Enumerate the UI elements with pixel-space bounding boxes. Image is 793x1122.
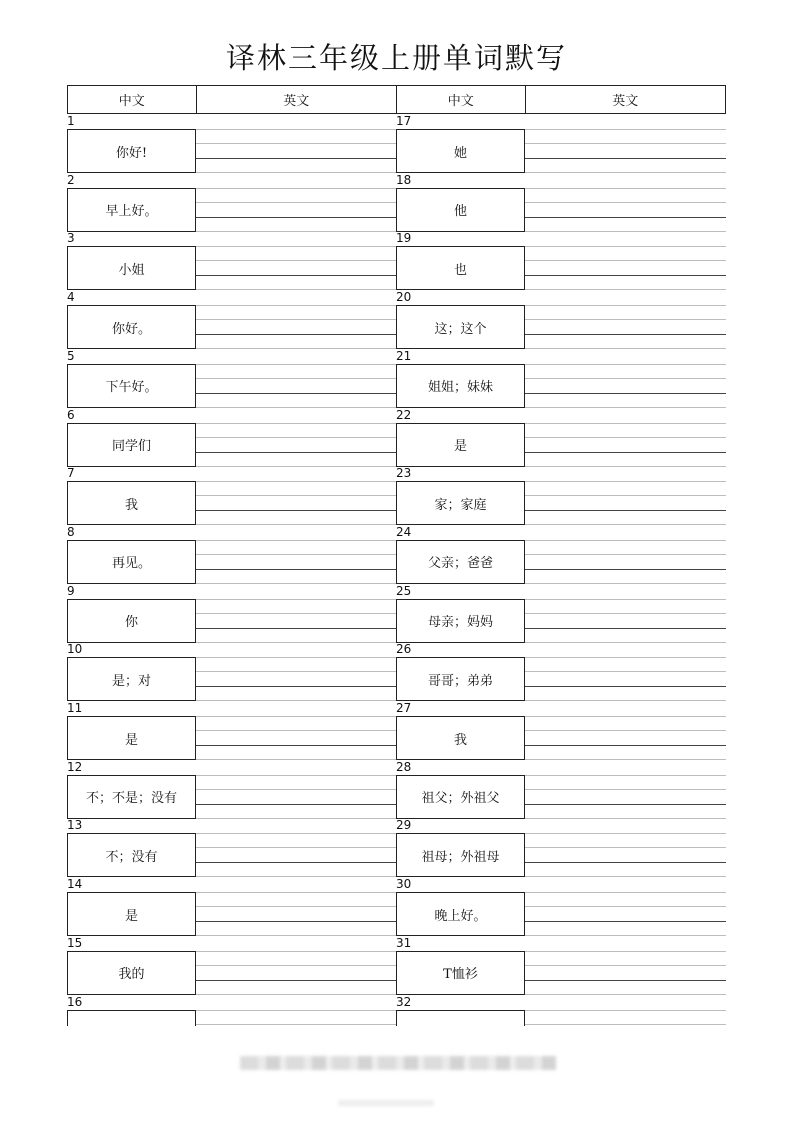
entry-number: 28 [396, 759, 412, 774]
writing-line [525, 481, 726, 482]
english-writing-lines[interactable] [196, 246, 396, 290]
word-entry [67, 818, 396, 877]
writing-line [525, 833, 726, 834]
writing-line [525, 143, 726, 144]
entry-number: 1 [67, 114, 75, 128]
entry-number: 30 [396, 877, 412, 892]
english-writing-lines[interactable] [525, 364, 726, 408]
word-entry [67, 995, 396, 1027]
entry-number: 14 [67, 877, 83, 892]
writing-line [196, 862, 396, 863]
writing-line [525, 775, 726, 776]
entry-number: 3 [67, 231, 75, 246]
chinese-word: T恤衫 [396, 951, 525, 995]
writing-line [525, 671, 726, 672]
writing-line [525, 921, 726, 922]
word-entry [396, 525, 726, 584]
entry-number: 22 [396, 407, 412, 422]
chinese-word: 不；没有 [67, 833, 196, 877]
chinese-word: 也 [396, 246, 525, 290]
chinese-word: 是；对 [67, 657, 196, 701]
english-writing-lines[interactable] [525, 951, 726, 995]
word-entry [67, 466, 396, 525]
writing-line [196, 847, 396, 848]
blurred-footer-watermark [240, 1056, 556, 1070]
english-writing-lines[interactable] [196, 716, 396, 760]
writing-line [525, 554, 726, 555]
writing-line [525, 613, 726, 614]
english-writing-lines[interactable] [196, 305, 396, 349]
entry-number: 20 [396, 290, 412, 305]
word-entry [396, 642, 726, 701]
writing-line [525, 202, 726, 203]
entry-number: 26 [396, 642, 412, 657]
word-entry [396, 408, 726, 467]
writing-line [196, 260, 396, 261]
chinese-word: 他 [396, 188, 525, 232]
header-english-right: 英文 [612, 94, 639, 109]
writing-line [196, 275, 396, 276]
writing-line [196, 481, 396, 482]
writing-line [525, 246, 726, 247]
english-writing-lines[interactable] [525, 892, 726, 936]
entry-number: 17 [396, 114, 412, 128]
writing-line [525, 569, 726, 570]
writing-line [196, 423, 396, 424]
chinese-word: 早上好。 [67, 188, 196, 232]
header-english-left: 英文 [197, 86, 397, 113]
writing-line [196, 599, 396, 600]
english-writing-lines[interactable] [196, 364, 396, 408]
writing-line [525, 495, 726, 496]
english-writing-lines[interactable] [196, 423, 396, 467]
writing-line [196, 716, 396, 717]
word-entry [67, 231, 396, 290]
entry-number: 13 [67, 818, 83, 833]
english-writing-lines[interactable] [525, 1010, 726, 1027]
english-writing-lines[interactable] [525, 775, 726, 819]
writing-line [196, 569, 396, 570]
writing-line [525, 305, 726, 306]
header-chinese-right: 中文 [397, 86, 526, 113]
entry-number: 4 [67, 290, 75, 305]
word-entry [396, 349, 726, 408]
chinese-word: 是 [396, 423, 525, 467]
entry-number: 32 [396, 994, 412, 1009]
chinese-word [67, 1010, 196, 1027]
english-writing-lines[interactable] [525, 833, 726, 877]
chinese-word: 我的 [67, 951, 196, 995]
writing-line [525, 951, 726, 952]
entry-number: 23 [396, 466, 412, 481]
entry-number: 16 [67, 994, 83, 1009]
writing-line [196, 921, 396, 922]
english-writing-lines[interactable] [525, 716, 726, 760]
entry-number: 31 [396, 935, 412, 950]
writing-line [525, 965, 726, 966]
writing-line [196, 1010, 396, 1011]
chinese-word: 晚上好。 [396, 892, 525, 936]
english-writing-lines[interactable] [525, 305, 726, 349]
writing-line [196, 906, 396, 907]
writing-line [196, 775, 396, 776]
english-writing-lines[interactable] [196, 833, 396, 877]
writing-line [525, 862, 726, 863]
english-writing-lines[interactable] [525, 657, 726, 701]
word-entry [67, 349, 396, 408]
writing-line [525, 745, 726, 746]
entry-number: 6 [67, 407, 75, 422]
english-writing-lines[interactable] [525, 129, 726, 173]
entry-number: 7 [67, 466, 75, 481]
word-entry [67, 760, 396, 819]
english-writing-lines[interactable] [525, 246, 726, 290]
writing-line [525, 393, 726, 394]
english-writing-lines[interactable] [525, 481, 726, 525]
english-writing-lines[interactable] [525, 188, 726, 232]
writing-line [525, 319, 726, 320]
writing-line [196, 334, 396, 335]
word-entry [67, 525, 396, 584]
writing-line [196, 510, 396, 511]
chinese-word: 不；不是；没有 [67, 775, 196, 819]
writing-line [525, 730, 726, 731]
writing-line [196, 540, 396, 541]
english-writing-lines[interactable] [196, 540, 396, 584]
writing-line [525, 260, 726, 261]
writing-line [196, 305, 396, 306]
entry-number: 11 [67, 701, 83, 715]
writing-line [525, 188, 726, 189]
page-title: 译林三年级上册单词默写 [225, 41, 567, 75]
writing-line [525, 1024, 726, 1025]
chinese-word: 姐姐；妹妹 [396, 364, 525, 408]
writing-line [525, 423, 726, 424]
writing-line [196, 804, 396, 805]
writing-line [196, 745, 396, 746]
writing-line [525, 906, 726, 907]
chinese-word: 小姐 [67, 246, 196, 290]
writing-line [196, 951, 396, 952]
word-entry [396, 818, 726, 877]
chinese-word: 你好。 [67, 305, 196, 349]
chinese-word: 你好! [67, 129, 196, 173]
chinese-word: 再见。 [67, 540, 196, 584]
writing-line [525, 628, 726, 629]
chinese-word: 母亲；妈妈 [396, 599, 525, 643]
writing-line [196, 202, 396, 203]
writing-line [196, 657, 396, 658]
english-writing-lines[interactable] [525, 599, 726, 643]
writing-line [196, 319, 396, 320]
word-entry [67, 114, 396, 173]
writing-line [525, 847, 726, 848]
word-entry [396, 173, 726, 232]
writing-line [196, 686, 396, 687]
chinese-word: 是 [67, 716, 196, 760]
writing-line [525, 275, 726, 276]
chinese-word: 父亲；爸爸 [396, 540, 525, 584]
english-writing-lines[interactable] [196, 775, 396, 819]
writing-line [196, 671, 396, 672]
table-header [67, 85, 726, 114]
entry-number: 27 [396, 701, 412, 715]
entry-number: 29 [396, 818, 412, 833]
writing-line [525, 129, 726, 130]
chinese-word: 她 [396, 129, 525, 173]
chinese-word: 哥哥；弟弟 [396, 657, 525, 701]
english-writing-lines[interactable] [525, 423, 726, 467]
writing-line [525, 540, 726, 541]
word-entry [396, 584, 726, 643]
writing-line [525, 599, 726, 600]
word-entry [67, 584, 396, 643]
writing-line [196, 892, 396, 893]
entry-number: 9 [67, 583, 75, 598]
writing-line [525, 437, 726, 438]
word-entry [396, 290, 726, 349]
writing-line [525, 378, 726, 379]
dictation-table [0, 114, 793, 1026]
writing-line [196, 188, 396, 189]
writing-line [525, 686, 726, 687]
writing-line [525, 789, 726, 790]
chinese-word: 我 [67, 481, 196, 525]
word-entry [67, 877, 396, 936]
entry-number: 10 [67, 642, 83, 657]
writing-line [196, 129, 396, 130]
word-entry [67, 701, 396, 760]
entry-number: 12 [67, 759, 83, 774]
writing-line [196, 495, 396, 496]
chinese-word: 祖母；外祖母 [396, 833, 525, 877]
entry-number: 21 [396, 348, 412, 363]
word-entry [396, 995, 726, 1027]
writing-line [525, 892, 726, 893]
english-writing-lines[interactable] [525, 540, 726, 584]
word-entry [396, 466, 726, 525]
writing-line [196, 554, 396, 555]
chinese-word: 我 [396, 716, 525, 760]
writing-line [196, 613, 396, 614]
word-entry [396, 877, 726, 936]
writing-line [196, 789, 396, 790]
entry-number: 2 [67, 172, 75, 187]
blurred-footer-watermark-small [338, 1100, 434, 1106]
writing-line [196, 980, 396, 981]
writing-line [196, 965, 396, 966]
writing-line [196, 143, 396, 144]
writing-line [525, 452, 726, 453]
entry-number: 8 [67, 524, 75, 539]
writing-line [196, 437, 396, 438]
word-entry [396, 701, 726, 760]
chinese-word [396, 1010, 525, 1027]
english-writing-lines[interactable] [196, 481, 396, 525]
entry-number: 18 [396, 172, 412, 187]
writing-line [196, 833, 396, 834]
english-writing-lines[interactable] [196, 892, 396, 936]
entry-number: 25 [396, 583, 412, 598]
chinese-word: 祖父；外祖父 [396, 775, 525, 819]
writing-line [525, 657, 726, 658]
english-writing-lines[interactable] [196, 657, 396, 701]
chinese-word: 下午好。 [67, 364, 196, 408]
word-entry [396, 231, 726, 290]
chinese-word: 你 [67, 599, 196, 643]
writing-line [196, 1024, 396, 1025]
word-entry [67, 408, 396, 467]
entry-number: 15 [67, 935, 83, 950]
writing-line [196, 393, 396, 394]
english-writing-lines[interactable] [196, 599, 396, 643]
writing-line [525, 980, 726, 981]
chinese-word: 是 [67, 892, 196, 936]
english-writing-lines[interactable] [196, 188, 396, 232]
writing-line [525, 716, 726, 717]
chinese-word: 家；家庭 [396, 481, 525, 525]
writing-line [525, 364, 726, 365]
word-entry [396, 936, 726, 995]
writing-line [196, 628, 396, 629]
english-writing-lines[interactable] [196, 1010, 396, 1027]
entry-number: 5 [67, 348, 75, 363]
writing-line [196, 217, 396, 218]
writing-line [196, 246, 396, 247]
writing-line [196, 364, 396, 365]
word-entry [396, 114, 726, 173]
word-entry [67, 290, 396, 349]
english-writing-lines[interactable] [196, 129, 396, 173]
word-entry [67, 936, 396, 995]
entry-number: 19 [396, 231, 412, 246]
writing-line [196, 158, 396, 159]
writing-line [525, 158, 726, 159]
writing-line [196, 452, 396, 453]
entry-number: 24 [396, 524, 412, 539]
chinese-word: 同学们 [67, 423, 196, 467]
header-chinese-left: 中文 [68, 86, 197, 113]
chinese-word: 这；这个 [396, 305, 525, 349]
word-entry [67, 173, 396, 232]
writing-line [525, 804, 726, 805]
word-entry [67, 642, 396, 701]
writing-line [196, 730, 396, 731]
writing-line [196, 378, 396, 379]
english-writing-lines[interactable] [196, 951, 396, 995]
writing-line [525, 510, 726, 511]
writing-line [525, 217, 726, 218]
word-entry [396, 760, 726, 819]
writing-line [525, 1010, 726, 1011]
writing-line [525, 334, 726, 335]
